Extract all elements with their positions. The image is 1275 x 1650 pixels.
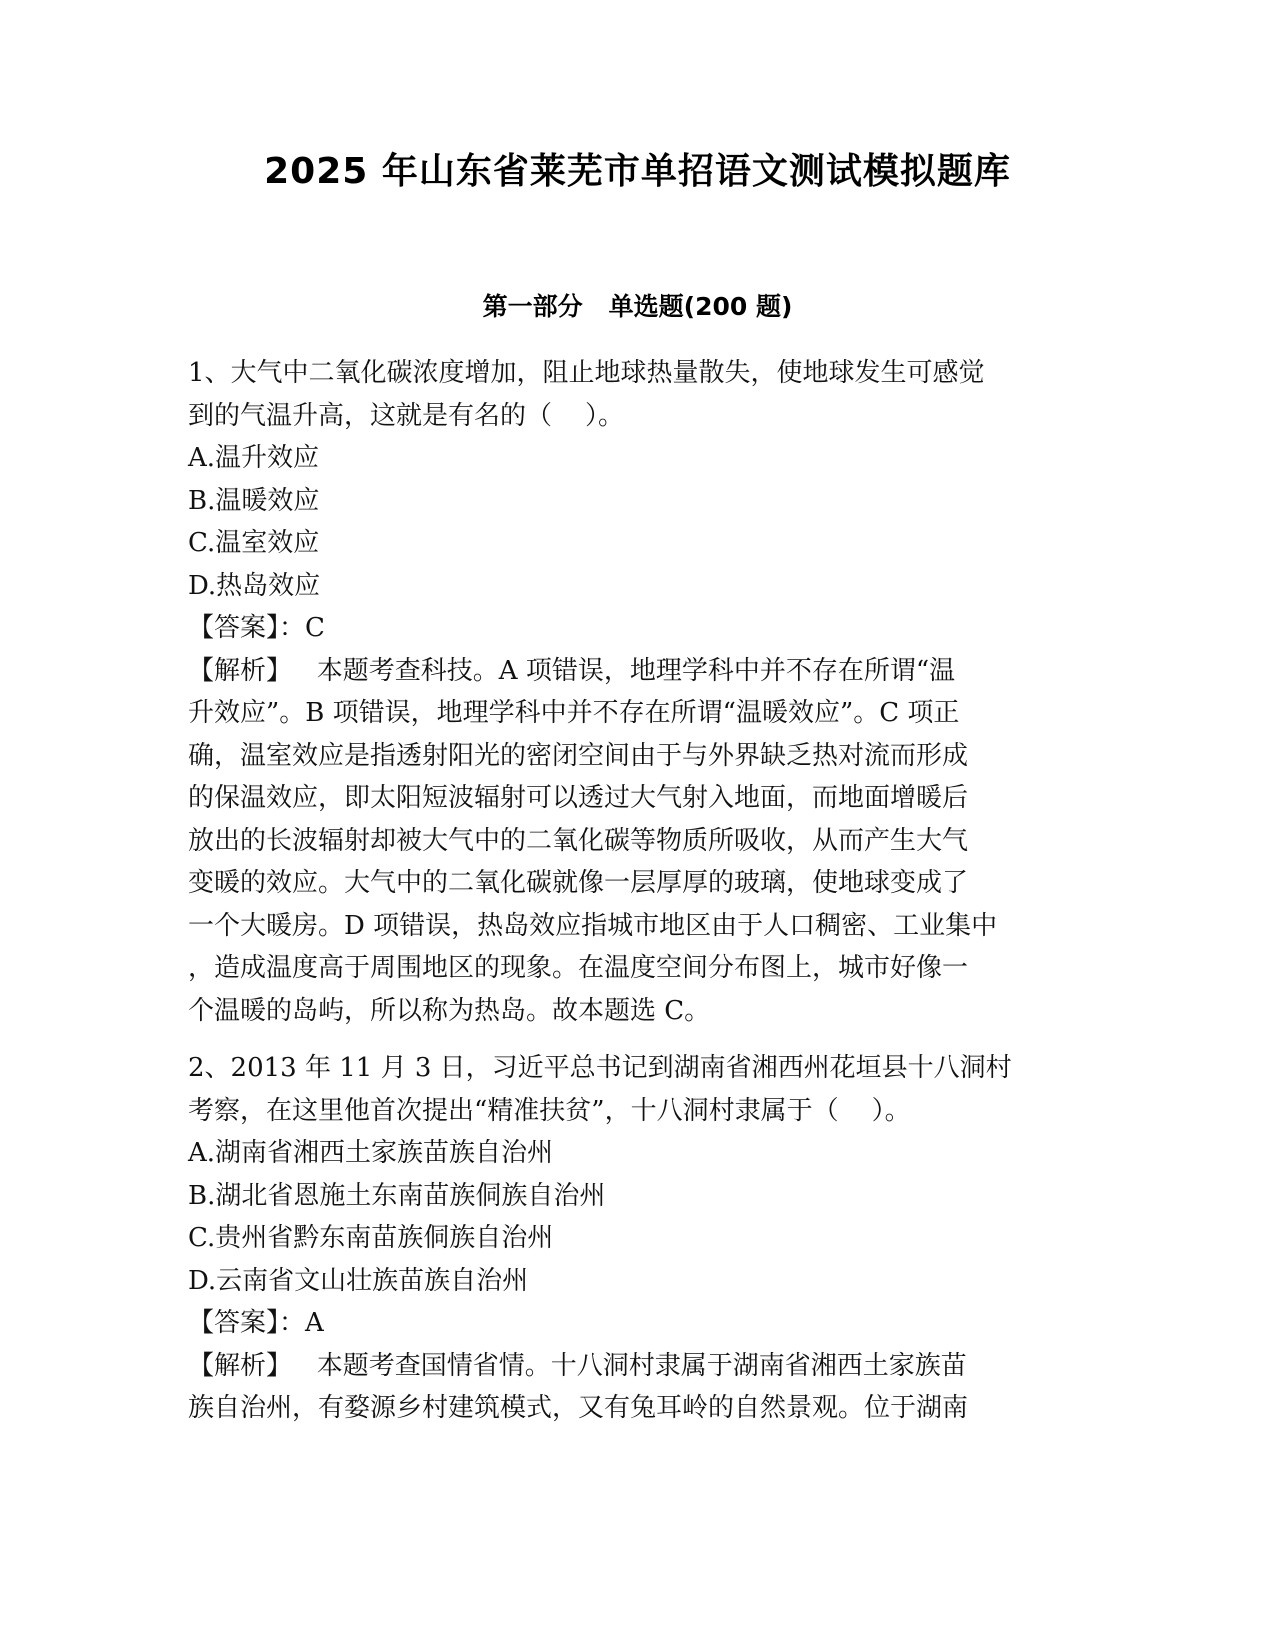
document-title: 2025 年山东省莱芜市单招语文测试模拟题库 bbox=[264, 151, 1011, 192]
question-1-analysis-line-3: 确，温室效应是指透射阳光的密闭空间由于与外界缺乏热对流而形成 bbox=[188, 740, 969, 771]
question-1-option-c: C.温室效应 bbox=[188, 528, 320, 558]
question-1-analysis-line-5: 放出的长波辐射却被大气中的二氧化碳等物质所吸收，从而产生大气 bbox=[188, 825, 969, 856]
question-1-option-d: D.热岛效应 bbox=[188, 570, 321, 601]
question-1-option-b: B.温暖效应 bbox=[188, 485, 320, 516]
question-1-analysis-line-8: ，造成温度高于周围地区的现象。在温度空间分布图上，城市好像一 bbox=[188, 953, 969, 983]
question-2-stem-line-1: 2、2013 年 11 月 3 日，习近平总书记到湖南省湘西州花垣县十八洞村 bbox=[188, 1053, 1012, 1083]
question-2-option-c: C.贵州省黔东南苗族侗族自治州 bbox=[188, 1223, 554, 1253]
section-heading: 第一部分 单选题(200 题) bbox=[482, 292, 793, 321]
question-1-analysis-line-9: 个温暖的岛屿，所以称为热岛。故本题选 C。 bbox=[188, 995, 711, 1026]
question-2-option-b: B.湖北省恩施土东南苗族侗族自治州 bbox=[188, 1180, 606, 1211]
question-2-analysis-line-1: 【解析】 本题考查国情省情。十八洞村隶属于湖南省湘西土家族苗 bbox=[188, 1350, 967, 1381]
question-2-option-d: D.云南省文山壮族苗族自治州 bbox=[188, 1265, 529, 1296]
question-1-stem-line-2: 到的气温升高，这就是有名的（ ）。 bbox=[188, 400, 625, 431]
question-2-answer: 【答案】：A bbox=[188, 1308, 324, 1338]
question-1-analysis-line-7: 一个大暖房。D 项错误，热岛效应指城市地区由于人口稠密、工业集中 bbox=[188, 910, 998, 941]
question-2-stem-line-2: 考察，在这里他首次提出“精准扶贫”，十八洞村隶属于（ ）。 bbox=[188, 1095, 911, 1126]
question-1-analysis-line-2: 升效应”。B 项错误，地理学科中并不存在所谓“温暖效应”。C 项正 bbox=[188, 698, 960, 728]
question-2-option-a: A.湖南省湘西土家族苗族自治州 bbox=[188, 1138, 554, 1168]
question-1-answer: 【答案】：C bbox=[188, 613, 325, 643]
question-1-analysis-line-1: 【解析】 本题考查科技。A 项错误，地理学科中并不存在所谓“温 bbox=[188, 655, 956, 686]
question-list bbox=[188, 352, 1083, 1430]
question-1-analysis-line-6: 变暖的效应。大气中的二氧化碳就像一层厚厚的玻璃，使地球变成了 bbox=[188, 868, 969, 898]
question-2-analysis-line-2: 族自治州，有婺源乡村建筑模式，又有兔耳岭的自然景观。位于湖南 bbox=[188, 1393, 969, 1423]
question-spacer bbox=[188, 1032, 1083, 1047]
question-1 bbox=[188, 352, 1083, 1032]
question-1-analysis-line-4: 的保温效应，即太阳短波辐射可以透过大气射入地面，而地面增暖后 bbox=[188, 783, 969, 813]
question-1-stem-line-1: 1、大气中二氧化碳浓度增加，阻止地球热量散失，使地球发生可感觉 bbox=[188, 358, 985, 388]
question-1-option-a: A.温升效应 bbox=[188, 443, 320, 473]
question-2 bbox=[188, 1047, 1083, 1430]
